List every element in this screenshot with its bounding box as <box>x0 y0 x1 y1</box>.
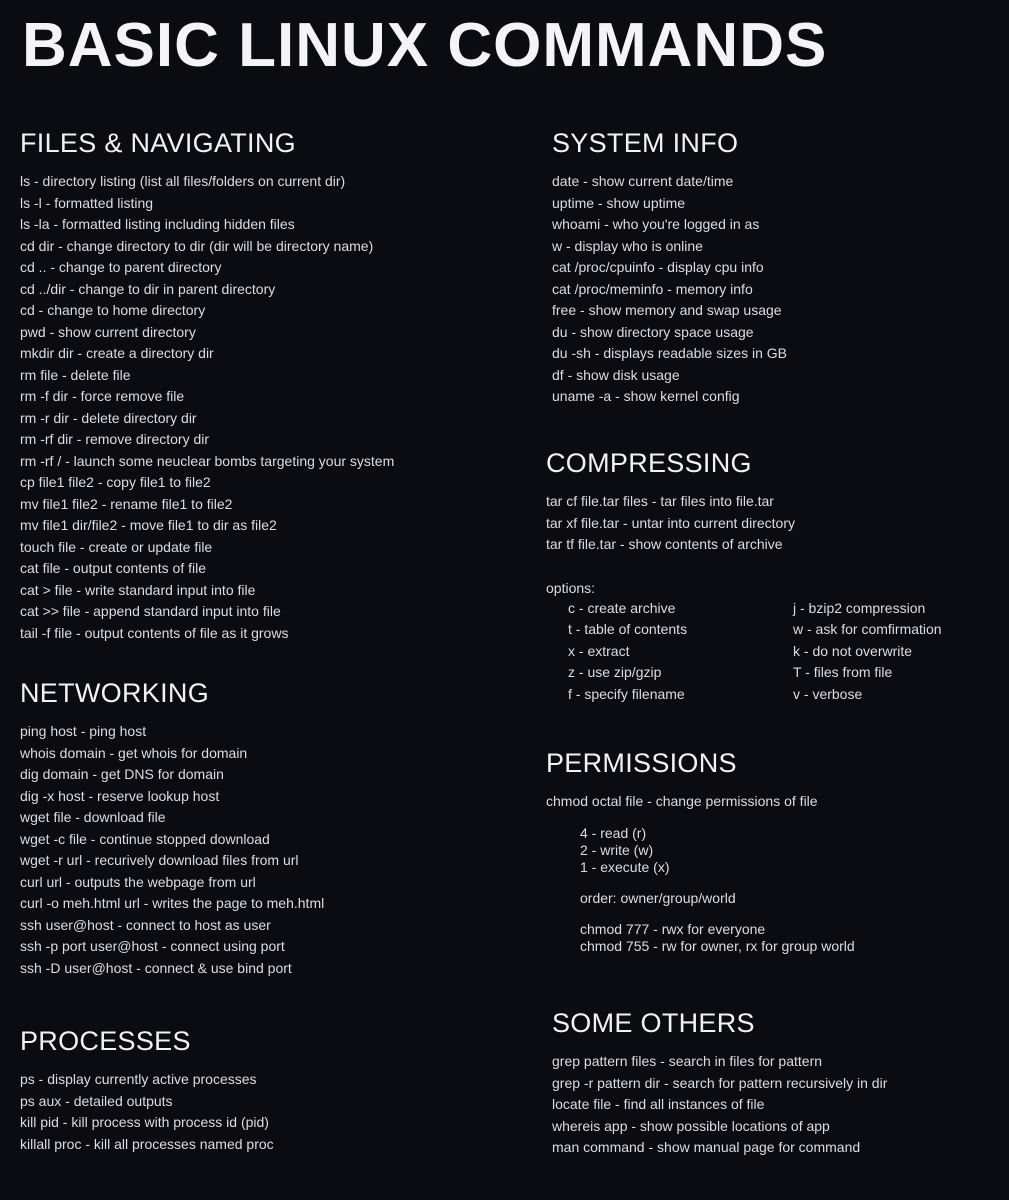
files-list <box>20 171 394 644</box>
list-item: du - show directory space usage <box>552 323 754 340</box>
system-heading: SYSTEM INFO <box>552 128 739 158</box>
processes-section <box>20 1026 274 1155</box>
list-item: whoami - who you're logged in as <box>552 216 760 232</box>
system-list <box>552 171 787 408</box>
list-item: ssh -p port user@host - connect using port <box>20 938 285 954</box>
list-item: dig -x host - reserve lookup host <box>20 787 220 804</box>
list-item: ls -la - formatted listing including hidden files <box>20 216 295 232</box>
permissions-heading: PERMISSIONS <box>546 748 737 778</box>
list-item: curl url - outputs the webpage from url <box>20 873 256 890</box>
list-item: tar xf file.tar - untar into current directory <box>546 514 795 531</box>
order-line: order: owner/group/world <box>580 889 736 906</box>
list-item: whois domain - get whois for domain <box>20 744 248 761</box>
others-section <box>552 1008 887 1159</box>
list-item: w - display who is online <box>552 237 703 254</box>
list-item: cp file1 file2 - copy file1 to file2 <box>20 474 211 490</box>
option-item: t - table of contents <box>568 621 688 637</box>
page-title: BASIC LINUX COMMANDS <box>22 11 828 80</box>
list-item: wget -c file - continue stopped download <box>20 830 270 847</box>
options-grid <box>568 598 993 706</box>
option-item: x - extract <box>568 642 630 659</box>
list-item: touch file - create or update file <box>20 538 213 555</box>
option-item: j - bzip2 compression <box>793 599 926 616</box>
list-item: tail -f file - output contents of file as it grows <box>20 624 289 641</box>
chmod-example: chmod 777 - rwx for everyone <box>580 920 766 937</box>
option-item: f - specify filename <box>568 685 685 702</box>
list-item: tar cf file.tar files - tar files into file.tar <box>546 493 774 509</box>
list-item: cat /proc/cpuinfo - display cpu info <box>552 259 764 275</box>
processes-list <box>20 1069 274 1155</box>
option-item: w - ask for comfirmation <box>793 621 942 637</box>
list-item: cd .. - change to parent directory <box>20 259 222 275</box>
list-item: 2 - write (w) <box>580 841 654 858</box>
list-item: uptime - show uptime <box>552 194 686 211</box>
option-item: k - do not overwrite <box>793 642 913 659</box>
list-item: 4 - read (r) <box>580 824 647 841</box>
list-item: 1 - execute (x) <box>580 858 670 875</box>
permission-bits <box>580 825 855 876</box>
list-item: cd ../dir - change to dir in parent directory <box>20 280 276 297</box>
list-item: wget file - download file <box>20 809 166 825</box>
list-item: grep -r pattern dir - search for pattern recursively in dir <box>552 1074 888 1091</box>
list-item: free - show memory and swap usage <box>552 302 782 318</box>
list-item: mv file1 file2 - rename file1 to file2 <box>20 495 233 512</box>
list-item: rm file - delete file <box>20 366 131 383</box>
list-item: cat > file - write standard input into file <box>20 581 256 598</box>
list-item: dig domain - get DNS for domain <box>20 766 224 782</box>
list-item: man command - show manual page for command <box>552 1139 861 1155</box>
list-item: curl -o meh.html url - writes the page to meh.html <box>20 895 325 911</box>
files-section <box>20 128 394 644</box>
others-heading: SOME OTHERS <box>552 1008 755 1038</box>
chmod-example: chmod 755 - rw for owner, rx for group world <box>580 937 855 954</box>
list-item: ls - directory listing (list all files/folders on current dir) <box>20 173 346 189</box>
list-item: cd - change to home directory <box>20 302 206 318</box>
list-item: wget -r url - recurively download files from url <box>20 852 299 868</box>
compressing-heading: COMPRESSING <box>546 448 752 478</box>
list-item: date - show current date/time <box>552 173 734 189</box>
option-item: v - verbose <box>793 685 863 702</box>
list-item: ps aux - detailed outputs <box>20 1092 173 1109</box>
chmod-line: chmod octal file - change permissions of file <box>546 793 818 809</box>
compressing-list <box>546 491 993 556</box>
options-label: options: <box>546 579 596 596</box>
list-item: du -sh - displays readable sizes in GB <box>552 345 787 361</box>
option-item: T - files from file <box>793 664 893 680</box>
list-item: ls -l - formatted listing <box>20 194 154 211</box>
list-item: killall proc - kill all processes named proc <box>20 1135 274 1152</box>
list-item: uname -a - show kernel config <box>552 388 740 404</box>
list-item: grep pattern files - search in files for pattern <box>552 1053 823 1069</box>
processes-heading: PROCESSES <box>20 1026 191 1056</box>
list-item: df - show disk usage <box>552 366 680 383</box>
compressing-section <box>546 448 993 705</box>
list-item: mv file1 dir/file2 - move file1 to dir as file2 <box>20 517 277 533</box>
networking-section <box>20 678 324 979</box>
list-item: cat /proc/meminfo - memory info <box>552 280 753 297</box>
list-item: cat >> file - append standard input into file <box>20 603 281 619</box>
list-item: rm -rf / - launch some neuclear bombs targeting your system <box>20 452 395 469</box>
networking-heading: NETWORKING <box>20 678 209 708</box>
permissions-list <box>546 791 855 813</box>
list-item: cd dir - change directory to dir (dir will be directory name) <box>20 237 374 254</box>
option-item: c - create archive <box>568 599 676 616</box>
list-item: locate file - find all instances of file <box>552 1096 765 1112</box>
list-item: mkdir dir - create a directory dir <box>20 345 214 361</box>
files-heading: FILES & NAVIGATING <box>20 128 296 158</box>
others-list <box>552 1051 887 1159</box>
list-item: ssh -D user@host - connect & use bind port <box>20 959 292 976</box>
permissions-section <box>546 748 855 955</box>
list-item: cat file - output contents of file <box>20 560 206 576</box>
list-item: ps - display currently active processes <box>20 1071 257 1087</box>
list-item: rm -rf dir - remove directory dir <box>20 431 210 447</box>
list-item: rm -r dir - delete directory dir <box>20 409 197 426</box>
system-section <box>552 128 787 408</box>
list-item: tar tf file.tar - show contents of archive <box>546 536 783 552</box>
networking-list <box>20 721 324 979</box>
list-item: whereis app - show possible locations of app <box>552 1117 830 1134</box>
list-item: ping host - ping host <box>20 723 147 739</box>
option-item: z - use zip/gzip <box>568 664 662 680</box>
list-item: pwd - show current directory <box>20 323 196 340</box>
list-item: kill pid - kill process with process id (pid) <box>20 1114 269 1130</box>
list-item: rm -f dir - force remove file <box>20 388 185 404</box>
list-item: ssh user@host - connect to host as user <box>20 916 271 933</box>
